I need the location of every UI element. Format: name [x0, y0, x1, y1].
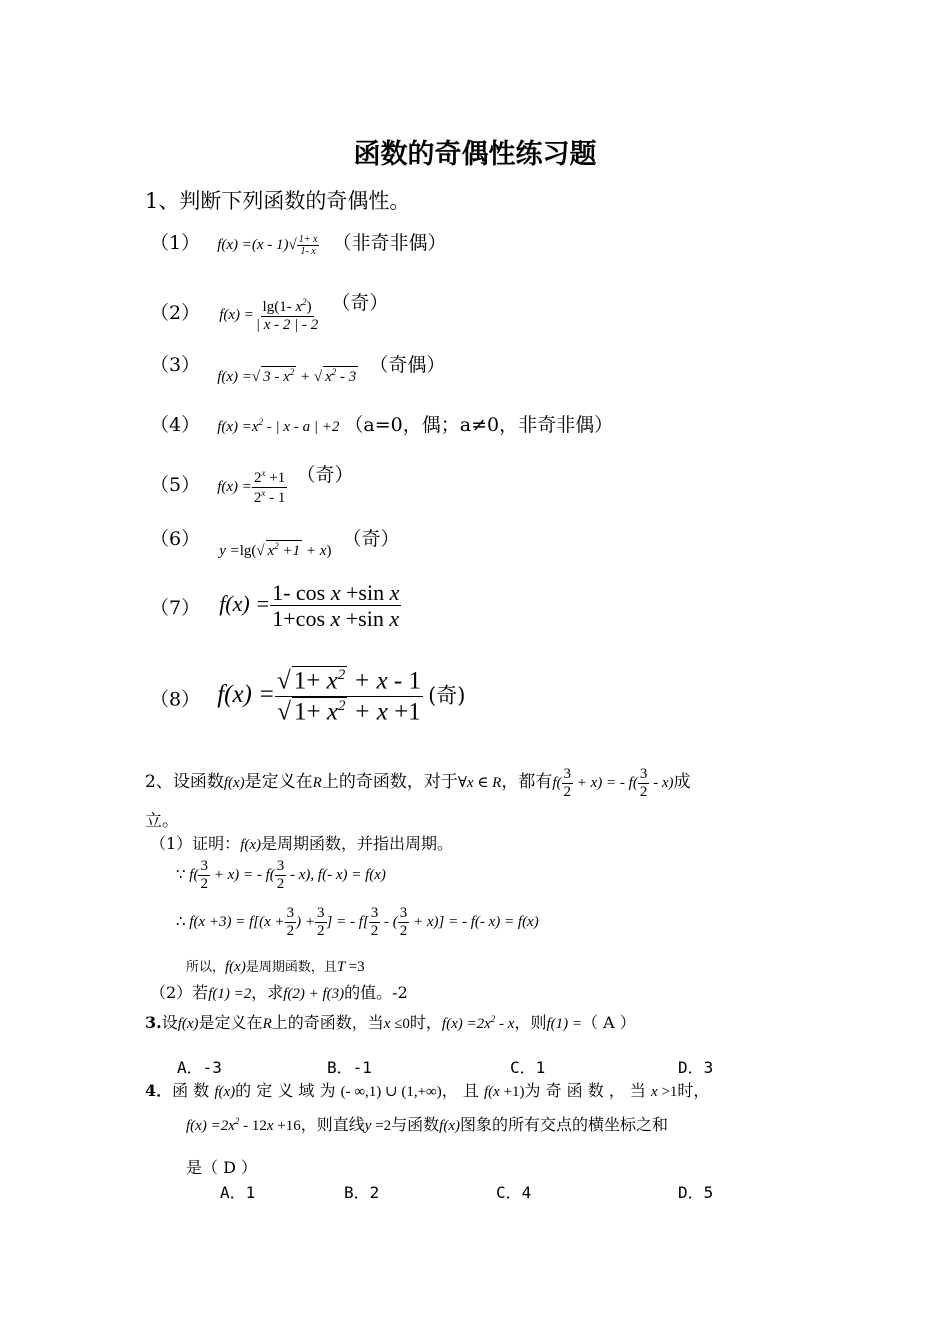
item-number: （2） — [150, 302, 201, 324]
q3-number: 3. — [145, 1013, 162, 1032]
answer-8: (奇) — [428, 683, 466, 708]
q4-number: 4． — [145, 1081, 173, 1100]
q3-answer: （ A ） — [581, 1013, 636, 1032]
q2-stem-end: 立。 — [145, 811, 179, 831]
proof-line-2: ∴ f(x +3) = f[(x + $\frac{3}{2}$ ) + $\frac{3}{2}$ ] = - f[ $\frac{3}{2}$ - ( $\frac{3}{2}$ + x)] = - f(- x) = f(x) — [176, 905, 539, 940]
q3-option-b: B．-1 — [327, 1058, 372, 1077]
answer-1: （非奇非偶） — [332, 232, 447, 254]
question-2-stem — [145, 766, 690, 802]
q2-math: f(x) — [225, 959, 246, 975]
answer-6: （奇） — [342, 528, 400, 550]
question-3 — [145, 1010, 636, 1033]
q4-math: $f(x) =2x^2 - 12x +16$ — [186, 1116, 301, 1134]
q2-part-2 — [150, 980, 408, 1003]
q4-math: f(x +1) — [483, 1084, 525, 1100]
q2-text: 是周期函数，且 — [245, 960, 337, 975]
q2-math: f(2) + f(3) — [283, 986, 345, 1002]
q4-text: 时， — [677, 1081, 710, 1100]
q4-math: f(x) — [439, 1118, 460, 1134]
answer-5: （奇） — [296, 464, 354, 486]
q3-math: f(x) — [177, 1016, 199, 1032]
q3-math: f(1) = — [546, 1016, 582, 1032]
q1-item-5 — [150, 460, 353, 507]
q3-math: R — [262, 1016, 272, 1032]
q2-text: 是周期函数，并指出周期。 — [261, 834, 454, 853]
answer-2: （奇） — [331, 292, 389, 314]
q4-option-d: D．5 — [678, 1183, 714, 1202]
formula-8: f(x) = $\frac{√ 1+ x^2 + x - 1}{√ 1+ x^2 + x +1}$ — [217, 667, 421, 726]
q1-item-7 — [150, 580, 401, 632]
q2-text: ，求 — [251, 983, 284, 1002]
q4-text: ，则直线 — [300, 1115, 365, 1134]
q4-option-c: C．4 — [496, 1183, 532, 1202]
q4-text: 的 定 义 域 为 — [235, 1081, 336, 1100]
q3-text: ，则 — [514, 1013, 547, 1032]
answer-3: （奇偶） — [369, 354, 446, 376]
page-title: 函数的奇偶性练习题 — [353, 139, 597, 170]
q2-text: （2）若 — [150, 983, 209, 1002]
formula-6: y =lg(√ $x^2 +1 + x$) — [219, 541, 332, 559]
proof-conclusion — [186, 956, 365, 976]
q2-math: ∀x ∈ R — [457, 775, 502, 792]
q1-item-6 — [150, 524, 400, 560]
q3-option-d: D．3 — [678, 1058, 714, 1077]
q2-math: f(1) =2 — [208, 986, 252, 1002]
item-number: （7） — [150, 596, 201, 619]
item-number: （3） — [150, 354, 201, 376]
q1-item-2 — [150, 288, 388, 334]
q2-math: f( $\frac{3}{2}$ + x) = - f( $\frac{3}{2}$ - x) — [552, 766, 674, 801]
q4-option-b: B．2 — [344, 1183, 380, 1202]
item-number: （1） — [150, 232, 201, 254]
q4-text: 图象的所有交点的横坐标之和 — [460, 1115, 669, 1134]
q3-math: x ≤0 — [383, 1016, 410, 1032]
q2-math: f(x) — [223, 775, 245, 792]
q2-math: T =3 — [336, 959, 365, 975]
question-4-line-1 — [145, 1078, 709, 1101]
formula-1: f(x) =(x - 1)√ $\frac{1+ x}{1- x}$ — [217, 233, 318, 258]
formula-4: $f(x) =x^2$ - | x - a | +2 — [217, 417, 340, 435]
q1-item-1 — [150, 228, 447, 258]
q3-text: 设 — [161, 1013, 178, 1032]
question-4-line-2 — [186, 1112, 668, 1135]
q4-math: x >1 — [651, 1084, 678, 1100]
q2-text: ，都有 — [501, 772, 553, 793]
q4-text: 为 奇 函 数 ， 当 — [524, 1081, 646, 1100]
item-number: （6） — [150, 528, 201, 550]
question-4-line-3: 是（ D ） — [186, 1158, 258, 1177]
q3-text: 是定义在 — [198, 1013, 263, 1032]
item-number: （8） — [150, 688, 201, 711]
q2-text: 的值。-2 — [344, 983, 408, 1002]
formula-5: f(x) = $\frac{2^x +1}{2^x - 1}$ — [217, 467, 286, 507]
q4-option-a: A．1 — [220, 1183, 256, 1202]
q4-math: f(x) — [214, 1084, 236, 1100]
q3-option-c: C．1 — [510, 1058, 546, 1077]
q2-text: 上的奇函数，对于 — [321, 772, 458, 793]
q3-math: $f(x) =2x^2 - x$ — [441, 1014, 515, 1032]
answer-4: （a=0，偶；a≠0，非奇非偶） — [344, 414, 614, 436]
q4-text: 函 数 — [172, 1081, 210, 1100]
proof-line-1: ∵ f( $\frac{3}{2}$ + x) = - f( $\frac{3}{2}$ - x), f(- x) = f(x) — [176, 858, 386, 893]
formula-3: f(x) =√ $3 - x^2$ + √ $x^2 - 3$ — [217, 367, 357, 385]
q4-text: ， 且 — [441, 1081, 479, 1100]
formula-2: f(x) = $\frac{\lg(1- x^2)}{| x - 2 | - 2}$ — [219, 296, 319, 334]
item-number: （5） — [150, 474, 201, 496]
q1-item-3 — [150, 350, 445, 386]
q3-text: 时， — [409, 1013, 442, 1032]
q4-math: (- ∞,1) ∪ (1,+∞) — [340, 1084, 442, 1100]
q2-math: f(x) — [240, 837, 262, 853]
q1-item-4 — [150, 410, 613, 437]
question-1-heading: 1、判断下列函数的奇偶性。 — [145, 189, 411, 213]
q1-item-8 — [150, 666, 465, 727]
q2-math: R — [312, 775, 322, 792]
q2-text: 是定义在 — [244, 772, 313, 793]
q3-option-a: A．-3 — [177, 1058, 222, 1077]
q2-text: （1）证明： — [150, 834, 241, 853]
q2-text: 所以， — [186, 960, 226, 975]
q2-text: 成 — [673, 772, 691, 793]
item-number: （4） — [150, 414, 201, 436]
q2-text: 2、设函数 — [145, 772, 224, 793]
q2-part-1 — [150, 831, 453, 854]
q4-math: y =2 — [364, 1118, 392, 1134]
q4-text: 与函数 — [391, 1115, 440, 1134]
q3-text: 上的奇函数，当 — [271, 1013, 384, 1032]
formula-7: f(x) = $\frac{\text{1- cos x +sin x}}{\text{1+cos x +sin x}}$ — [219, 580, 400, 632]
